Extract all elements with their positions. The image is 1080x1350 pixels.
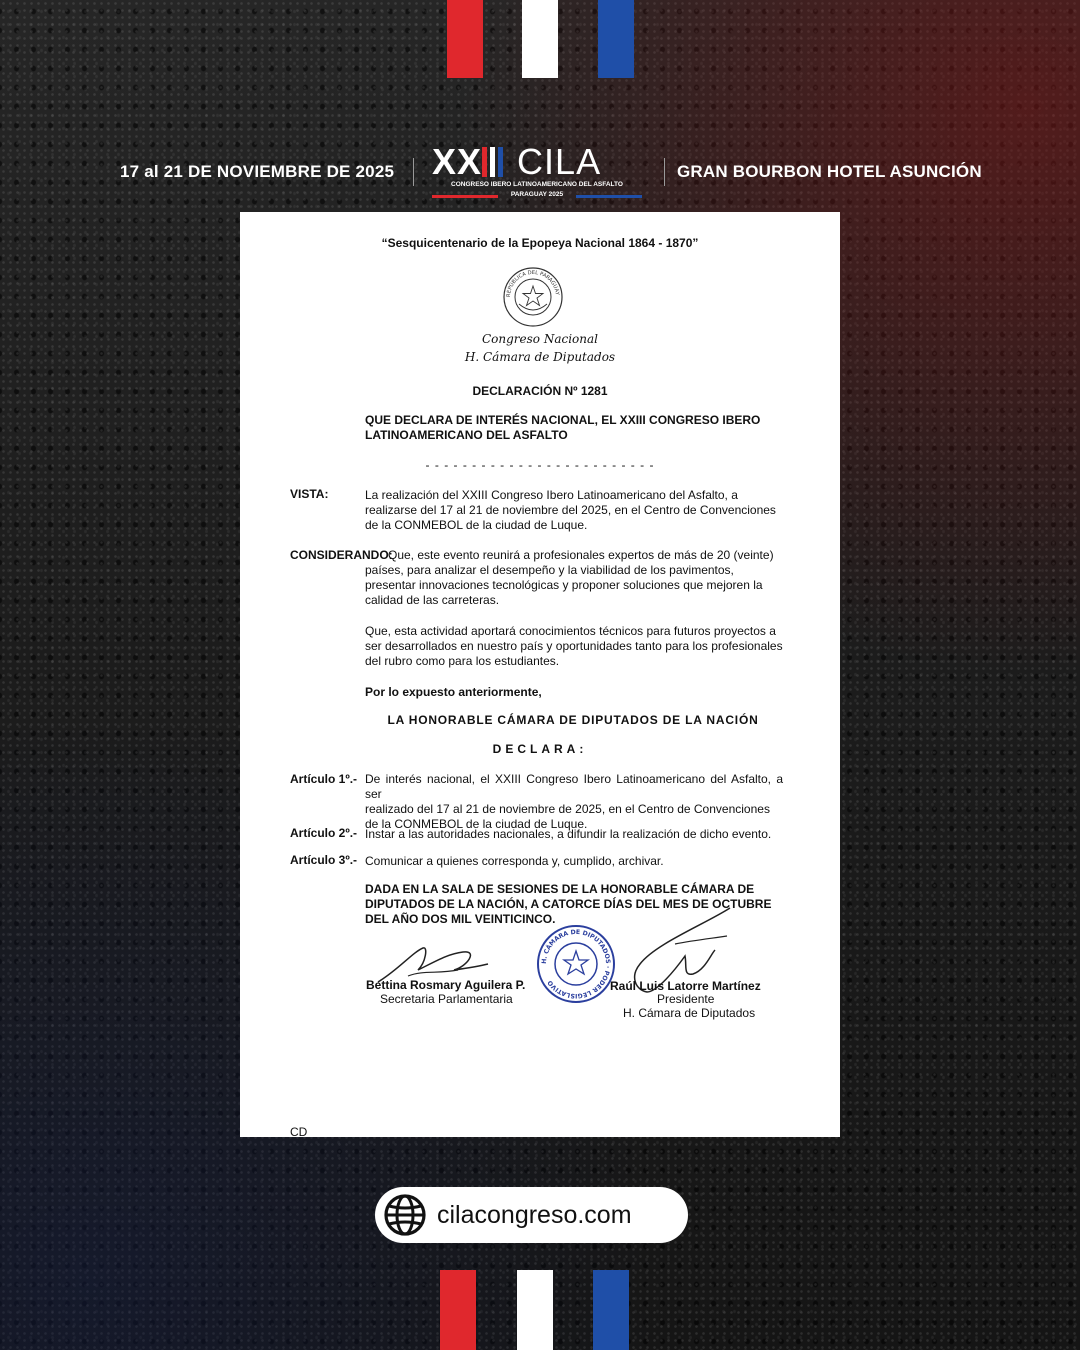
paraguay-seal-icon [502,266,564,328]
logo-subtitle: CONGRESO IBERO LATINOAMERICANO DEL ASFALTO [451,181,623,188]
logo-roman-numeral: XX [432,141,483,182]
logo-bars [482,146,506,184]
considerando-paragraph [365,563,783,608]
event-dates: 17 al 21 DE NOVIEMBRE DE 2025 [120,162,395,181]
paragraph-line: La realización del XXIII Congreso Ibero Latinoamericano del Asfalto, a [365,488,738,502]
considerando-line-first: Que, este evento reunirá a profesionales expertos de más de 20 (veinte) [388,548,774,562]
header-divider-right [664,158,665,186]
top-stripe-red [447,0,483,78]
declaration-number: DECLARACIÓN Nº 1281 [472,384,608,398]
signatory-2-name: Raúl Luis Latorre Martínez [610,979,761,993]
dash-separator: - - - - - - - - - - - - - - - - - - - - - - - - - [425,458,655,472]
stamp-text: H. CÁMARA DE DIPUTADOS · PODER LEGISLATIVO [540,928,612,1000]
footer-code: CD [290,1125,308,1139]
paragraph-line: de la CONMEBOL de la ciudad de Luque. [365,518,588,532]
considerando-label: CONSIDERANDO: [290,548,393,562]
paragraph-line: calidad de las carreteras. [365,593,500,607]
paragraph-line: DIPUTADOS DE LA NACIÓN, A CATORCE DÍAS DEL MES DE OCTUBRE [365,897,772,911]
website-link[interactable] [375,1187,688,1243]
title-line: QUE DECLARA DE INTERÉS NACIONAL, EL XXIII CONGRESO IBERO [365,413,761,427]
signatory-1-role: Secretaria Parlamentaria [380,992,513,1006]
paragraph-line: países, para analizar el desempeño y la viabilidad de los pavimentos, [365,563,734,577]
declara-heading: DECLARA: [492,742,588,756]
paragraph-line: DADA EN LA SALA DE SESIONES DE LA HONORABLE CÁMARA DE [365,882,755,896]
considerando-paragraph-2 [365,624,783,669]
chamber-heading: LA HONORABLE CÁMARA DE DIPUTADOS DE LA NACIÓN [387,713,759,727]
globe-icon [383,1193,427,1237]
seal-text: REPÚBLICA DEL PARAGUAY [505,269,560,298]
logo-name: CILA [517,141,602,182]
paragraph-line: DEL AÑO DOS MIL VEINTICINCO. [365,912,556,926]
event-venue: GRAN BOURBON HOTEL ASUNCIÓN [677,162,982,181]
article-3-text: Comunicar a quienes corresponda y, cumplido, archivar. [365,854,664,868]
article-3-label: Artículo 3º.- [290,853,358,867]
svg-text:H. CÁMARA DE DIPUTADOS · PODER [541,929,611,999]
svg-text:REPÚBLICA DEL PARAGUAY [506,270,560,297]
declaration-document [240,212,840,1137]
bottom-stripe-blue [593,1270,629,1350]
signatory-2-role: Presidente [657,992,715,1006]
logo-edition: PARAGUAY 2025 [510,191,564,198]
paragraph-line: realizarse del 17 al 21 de noviembre del 2025, en el Centro de Convenciones [365,503,776,517]
chamber-stamp-icon [536,924,616,1004]
paragraph-line: ser desarrollados en nuestro país y oportunidades tanto para los profesionales [365,639,783,653]
chamber-name: H. Cámara de Diputados [464,350,616,364]
signatory-1-name: Bettina Rosmary Aguilera P. [366,978,526,992]
signatory-2-body: H. Cámara de Diputados [623,1006,756,1020]
paragraph-line: del rubro como para los estudiantes. [365,654,560,668]
top-stripe-white [522,0,558,78]
document-motto: “Sesquicentenario de la Epopeya Nacional 1864 - 1870” [381,236,699,250]
website-url[interactable]: cilacongreso.com [437,1201,632,1229]
paragraph-line: de la CONMEBOL de la ciudad de Luque. [365,817,588,831]
article-2-label: Artículo 2º.- [290,826,358,840]
declaration-title [365,413,783,443]
paragraph-line: presentar innovaciones tecnológicas y proponer soluciones que mejoren la [365,578,763,592]
bottom-stripe-red [440,1270,476,1350]
article-1-label: Artículo 1º.- [290,772,358,786]
article-2-text: Instar a las autoridades nacionales, a difundir la realización de dicho evento. [365,827,772,841]
bottom-stripe-white [517,1270,553,1350]
paragraph-line: realizado del 17 al 21 de noviembre de 2025, en el Centro de Convenciones [365,802,770,816]
vista-label: VISTA: [290,487,329,501]
article-1-text [365,772,783,832]
cila-logo [432,143,642,203]
top-stripe-blue [598,0,634,78]
expuesto-line: Por lo expuesto anteriormente, [365,685,542,699]
vista-paragraph [365,488,783,533]
congress-name: Congreso Nacional [481,332,598,346]
paragraph-line: Que, esta actividad aportará conocimientos técnicos para futuros proyectos a [365,624,776,638]
header-divider-left [413,158,414,186]
paragraph-line: De interés nacional, el XXIII Congreso Ibero Latinoamericano del Asfalto, a ser [365,772,783,801]
title-line: LATINOAMERICANO DEL ASFALTO [365,428,568,442]
